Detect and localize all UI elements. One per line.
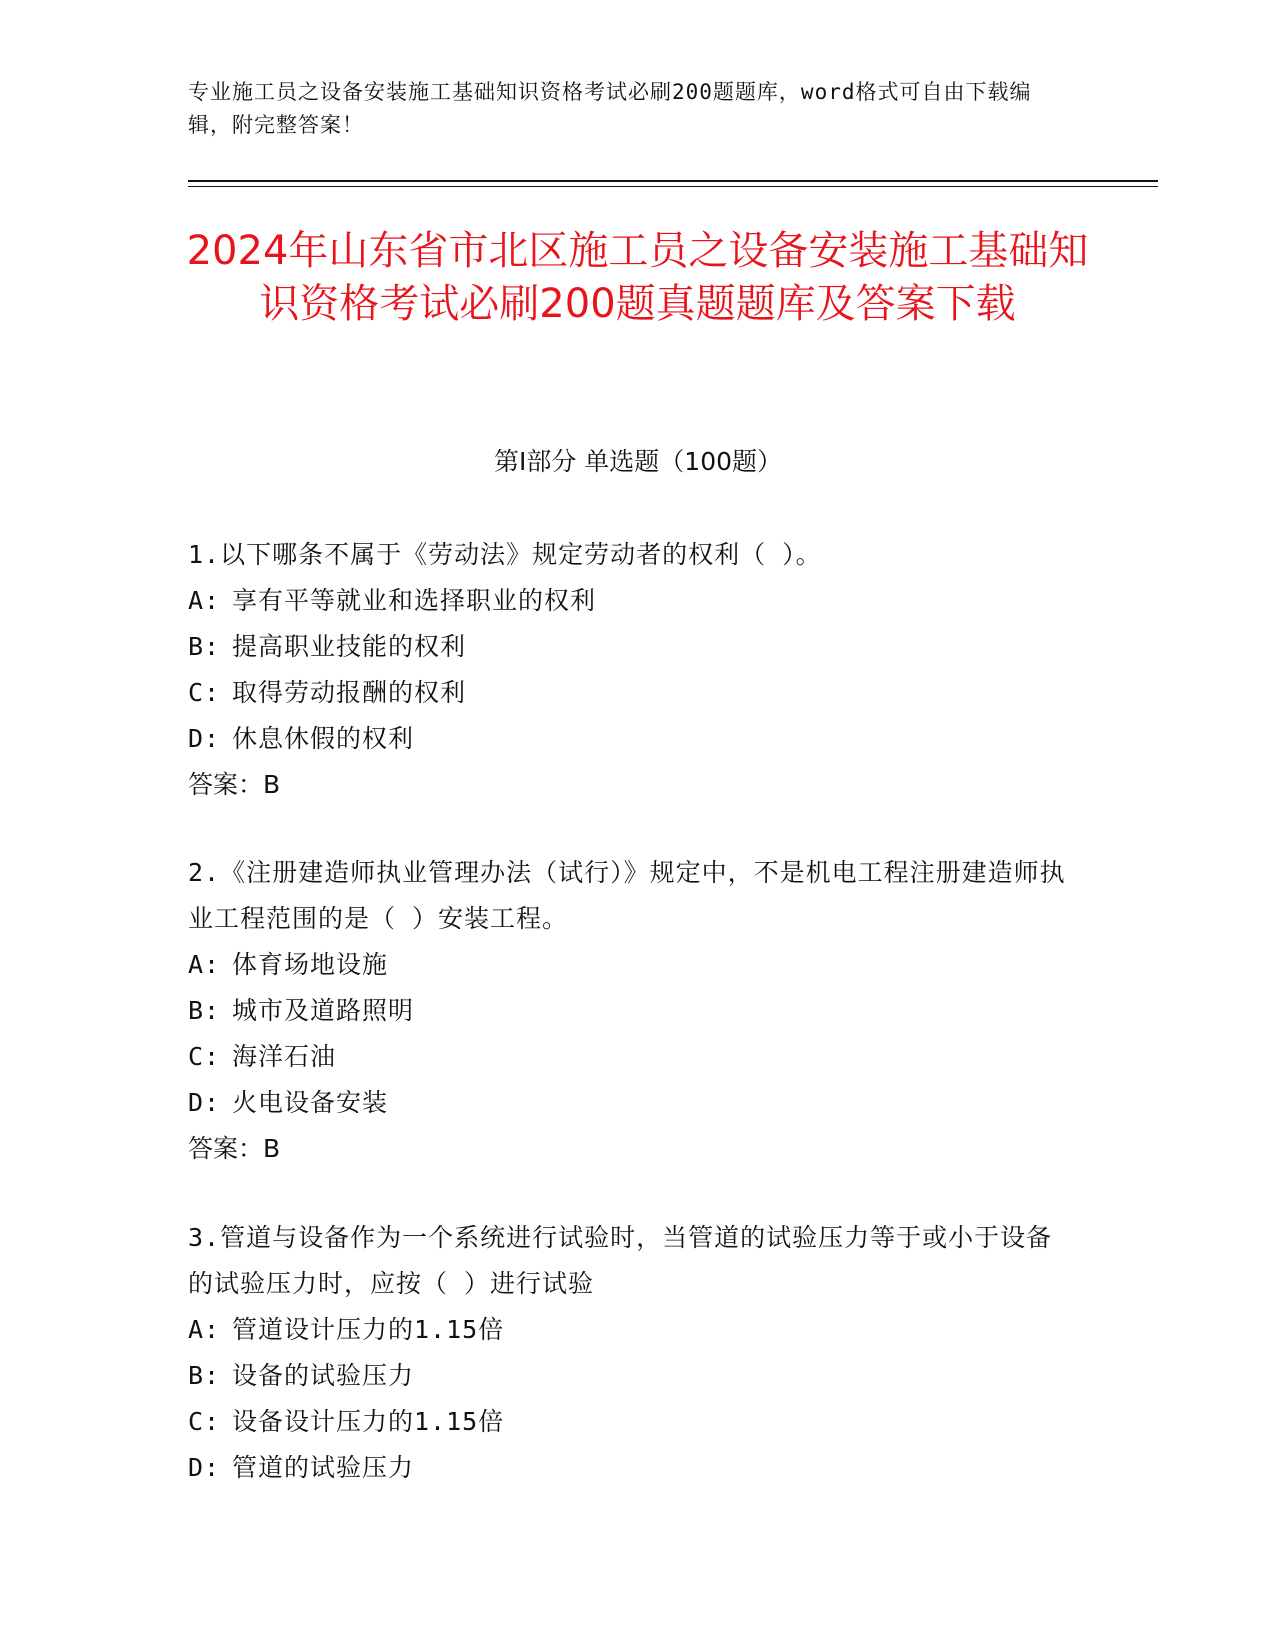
option-text: 城市及道路照明 (232, 996, 415, 1025)
option-text: 火电设备安装 (232, 1088, 389, 1117)
option-letter: A: (188, 1315, 221, 1344)
option-c (188, 1399, 1068, 1445)
option-a (188, 578, 1068, 624)
option-c (188, 1034, 1068, 1080)
option-text: 管道设计压力的1.15倍 (232, 1315, 505, 1344)
document-title: 2024年山东省市北区施工员之设备安装施工基础知识资格考试必刷200题真题题库及答案下载 (186, 228, 1089, 327)
option-d (188, 1445, 1068, 1491)
option-letter: D: (188, 724, 221, 753)
option-a (188, 1307, 1068, 1353)
option-letter: B: (188, 632, 221, 661)
header-divider-thick (188, 180, 1158, 182)
option-text: 设备设计压力的1.15倍 (232, 1407, 505, 1436)
option-text: 体育场地设施 (232, 950, 389, 979)
option-letter: D: (188, 1088, 221, 1117)
question-1 (188, 532, 1068, 808)
answer-line: 答案：B (188, 770, 281, 799)
option-letter: D: (188, 1453, 221, 1482)
question-stem: 1.以下哪条不属于《劳动法》规定劳动者的权利（ ）。 (188, 540, 822, 569)
option-text: 享有平等就业和选择职业的权利 (232, 586, 597, 615)
option-b (188, 988, 1068, 1034)
question-stem: 2.《注册建造师执业管理办法（试行）》规定中，不是机电工程注册建造师执业工程范围的是（ ）安装工程。 (188, 858, 1066, 933)
option-d (188, 1080, 1068, 1126)
option-text: 设备的试验压力 (232, 1361, 415, 1390)
question-2 (188, 850, 1068, 1172)
header-note: 专业施工员之设备安装施工基础知识资格考试必刷200题题库，word格式可自由下载编辑，附完整答案！ (188, 80, 1032, 137)
header-divider-thin (188, 186, 1158, 187)
question-stem: 3.管道与设备作为一个系统进行试验时，当管道的试验压力等于或小于设备的试验压力时，应按（ ）进行试验 (188, 1223, 1053, 1298)
option-text: 提高职业技能的权利 (232, 632, 467, 661)
option-letter: A: (188, 586, 221, 615)
option-letter: A: (188, 950, 221, 979)
option-letter: B: (188, 996, 221, 1025)
question-3 (188, 1215, 1068, 1491)
option-b (188, 624, 1068, 670)
option-c (188, 670, 1068, 716)
option-text: 管道的试验压力 (232, 1453, 415, 1482)
option-letter: C: (188, 678, 221, 707)
option-b (188, 1353, 1068, 1399)
option-letter: C: (188, 1407, 221, 1436)
answer-line: 答案：B (188, 1134, 281, 1163)
option-text: 海洋石油 (232, 1042, 337, 1071)
option-d (188, 716, 1068, 762)
option-a (188, 942, 1068, 988)
section-heading: 第Ⅰ部分 单选题（100题） (493, 447, 783, 476)
option-text: 取得劳动报酬的权利 (232, 678, 467, 707)
option-letter: C: (188, 1042, 221, 1071)
option-letter: B: (188, 1361, 221, 1390)
option-text: 休息休假的权利 (232, 724, 415, 753)
